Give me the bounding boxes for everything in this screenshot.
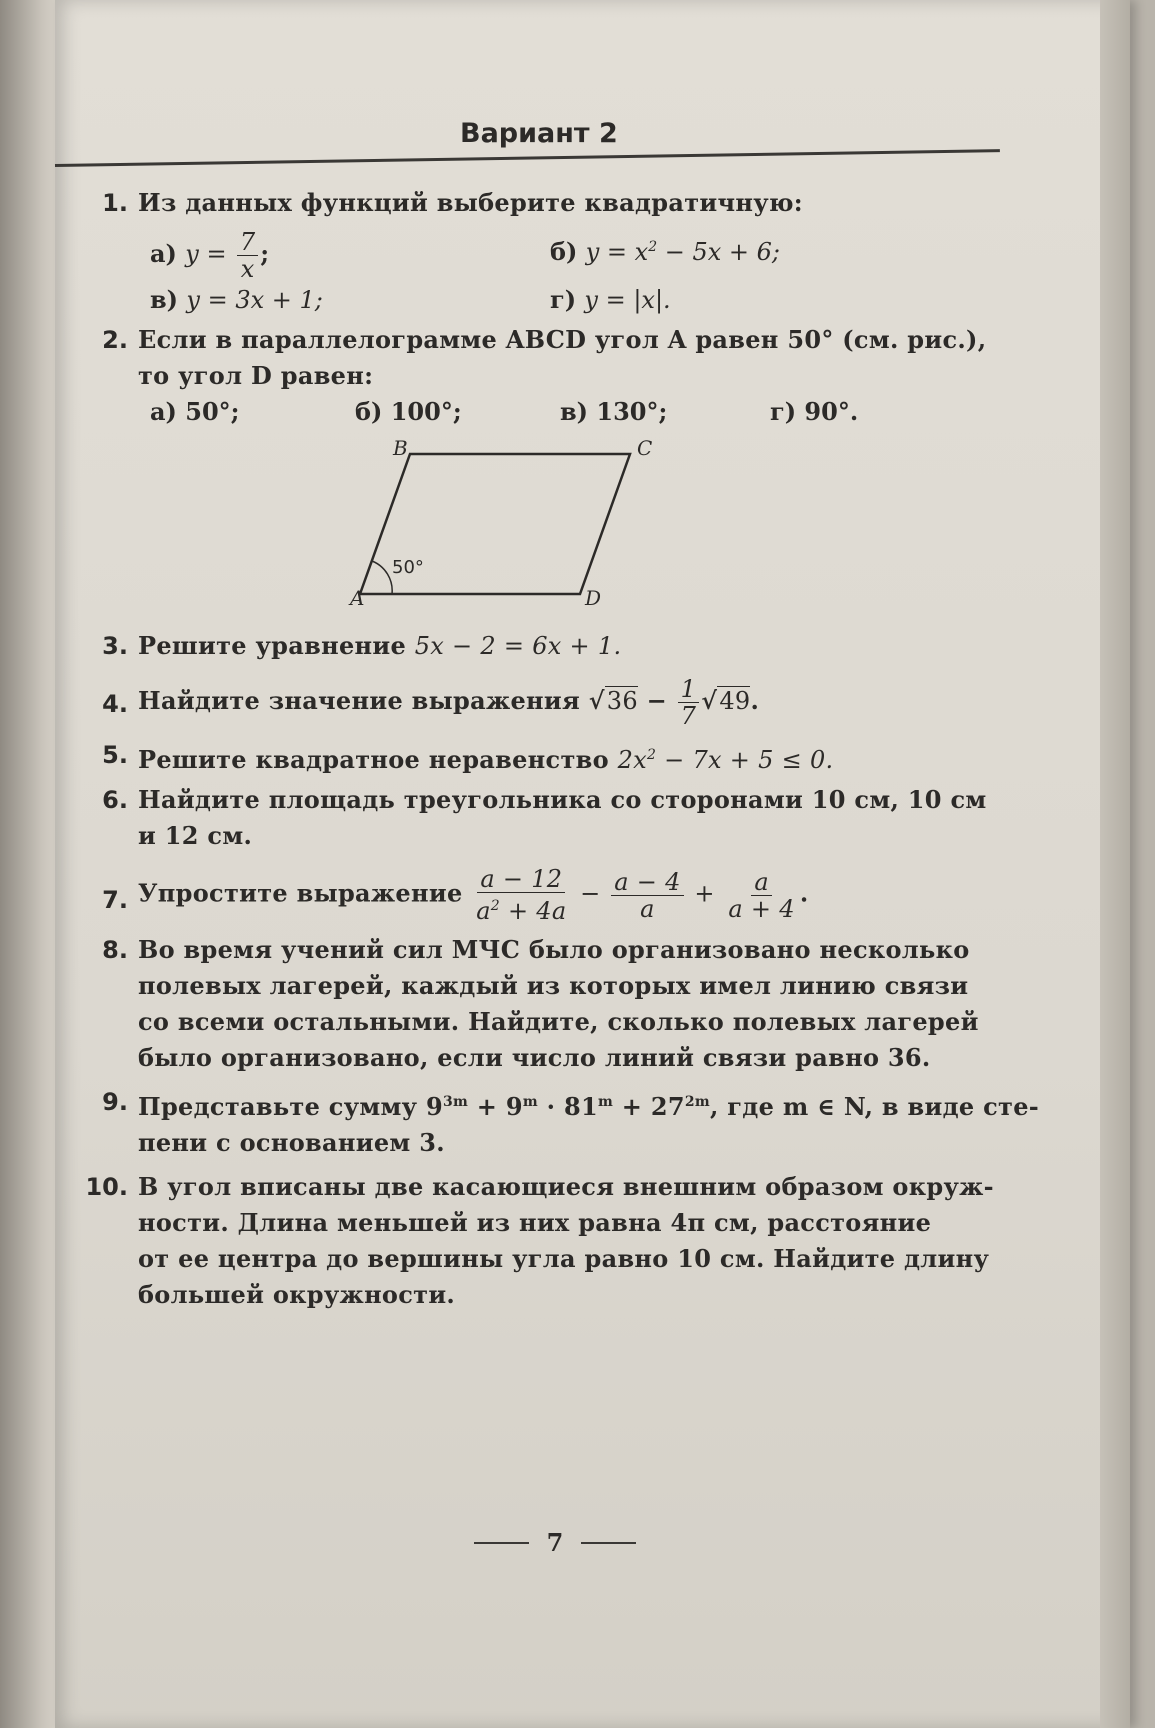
task-text: Из данных функций выберите квадратичную:: [138, 188, 803, 217]
option-label: б): [550, 237, 578, 266]
task-number: 8.: [102, 936, 128, 964]
variant-title: Вариант 2: [460, 118, 618, 149]
task-text-line: и 12 см.: [138, 821, 253, 850]
task-5: [102, 737, 1040, 778]
vertex-b-label: B: [393, 436, 408, 460]
numerator: 7: [237, 229, 258, 256]
option-b: б) 100°;: [355, 397, 462, 426]
text-part: Представьте сумму 9: [138, 1092, 443, 1121]
task-10: [85, 1169, 1040, 1313]
operator: −: [580, 879, 601, 908]
task-list: [85, 185, 1040, 1317]
fraction: [237, 229, 258, 282]
punct: ;: [260, 239, 270, 268]
option-label: в): [150, 285, 179, 314]
task-number: 5.: [102, 741, 128, 769]
text-part: · 81: [538, 1092, 598, 1121]
expr-part: + 4a: [500, 897, 567, 925]
sqrt-radicand: 49: [719, 687, 751, 715]
task-number: 10.: [85, 1173, 128, 1201]
option-a: [150, 229, 550, 282]
denominator: 7: [680, 702, 697, 730]
task-8: [102, 932, 1040, 1076]
option-b: [550, 229, 780, 282]
denominator: a: [640, 894, 655, 923]
expr-part: − 5x + 6;: [657, 238, 781, 266]
operator: +: [694, 879, 715, 908]
option-c: [150, 282, 550, 318]
task-text-line: [138, 737, 1040, 778]
angle-label: 50°: [392, 557, 424, 578]
task-text-line: Во время учений сил МЧС было организовано несколько: [138, 935, 970, 964]
option-d: [550, 282, 671, 318]
task-text-line: [138, 1084, 1040, 1125]
task-text: Решите уравнение: [138, 631, 407, 660]
text-part: + 9: [468, 1092, 523, 1121]
expr-part: y = x: [585, 238, 649, 266]
vertex-d-label: D: [585, 586, 602, 610]
task-7: [102, 865, 1040, 925]
task-4: [102, 675, 1040, 730]
expr-part: a: [476, 897, 491, 925]
task-text: Упростите выражение: [138, 878, 463, 908]
numerator: a − 4: [611, 869, 683, 896]
task-text: Решите квадратное неравенство: [138, 745, 609, 774]
task-text-line: было организовано, если число линий связи равно 36.: [138, 1043, 931, 1072]
task-text-line: полевых лагерей, каждый из которых имел линию связи: [138, 971, 969, 1000]
fraction-2: [611, 869, 683, 922]
text-part: , где m ∈ N, в виде сте-: [709, 1092, 1040, 1121]
task-text-line: Найдите площадь треугольника со сторонами 10 см, 10 см: [138, 785, 987, 814]
parallelogram-drawing: [330, 434, 690, 614]
exponent: 2: [646, 747, 657, 763]
footer-dash: [581, 1542, 636, 1544]
denominator: [473, 893, 569, 924]
task-6: [102, 782, 1040, 854]
punct: .: [799, 878, 809, 908]
option-c: в) 130°;: [560, 397, 668, 426]
task-number: 3.: [102, 632, 128, 660]
option-d: г) 90°.: [770, 397, 859, 426]
text-part: + 27: [613, 1092, 685, 1121]
task-number: 1.: [102, 189, 128, 217]
denominator: a + 4: [728, 894, 795, 923]
operator: −: [637, 686, 676, 715]
numerator: a: [751, 869, 772, 896]
task-1: [102, 185, 1040, 318]
vertex-c-label: C: [637, 436, 653, 460]
option-expr: [586, 238, 780, 266]
punct: .: [750, 686, 760, 715]
page-number: 7: [546, 1528, 564, 1557]
task-1-options-row-1: [150, 229, 1040, 282]
option-label: г): [550, 285, 577, 314]
task-text-line: [138, 866, 1040, 924]
task-text-line: пени с основанием 3.: [138, 1128, 445, 1157]
fraction: [678, 676, 700, 729]
task-text-line: то угол D равен:: [138, 361, 374, 390]
task-number: 2.: [102, 326, 128, 354]
exponent: 2: [648, 239, 658, 255]
task-9: [102, 1084, 1040, 1161]
parallelogram-figure: [110, 434, 1040, 624]
task-text-line: ности. Длина меньшей из них равна 4π см, расстояние: [138, 1208, 932, 1237]
option-expr: y =: [185, 240, 227, 268]
task-text-line: большей окружности.: [138, 1280, 456, 1309]
book-spine: [0, 0, 60, 1728]
fraction-3: [725, 869, 797, 922]
exponent: 2: [490, 898, 501, 914]
angle-arc: [372, 561, 392, 594]
expr-part: − 7x + 5 ≤ 0.: [656, 746, 834, 774]
equation: 5x − 2 = 6x + 1.: [414, 632, 622, 660]
sqrt-radicand: 36: [606, 687, 638, 715]
exponent: m: [522, 1094, 539, 1110]
task-2: [102, 322, 1040, 430]
task-1-options-row-2: [150, 282, 1040, 318]
fraction-1: [473, 866, 569, 924]
task-number: 4.: [102, 690, 128, 718]
exponent: m: [597, 1094, 614, 1110]
task-text-line: со всеми остальными. Найдите, сколько полевых лагерей: [138, 1007, 979, 1036]
page-footer: [445, 1528, 665, 1557]
option-expr: y = 3x + 1;: [186, 286, 323, 314]
task-text-line: Если в параллелограмме ABCD угол A равен 50° (см. рис.),: [138, 325, 987, 354]
denominator: x: [240, 255, 255, 283]
task-2-options: [150, 394, 1040, 430]
page-edge: [1100, 0, 1130, 1728]
task-number: 7.: [102, 886, 128, 914]
task-3: [102, 628, 1040, 664]
task-text-line: Найдите значение выражения √36 − $\frac{1}{7}$ √49.: [138, 675, 760, 730]
vertex-a-label: A: [350, 586, 365, 610]
task-text-line: [138, 628, 1040, 664]
task-text: Найдите значение выражения: [138, 686, 581, 715]
exponent: 3m: [443, 1094, 469, 1110]
expr-part: 2x: [617, 746, 647, 774]
option-label: а): [150, 239, 177, 268]
task-text-line: от ее центра до вершины угла равно 10 см. Найдите длину: [138, 1244, 990, 1273]
task-number: 6.: [102, 786, 128, 814]
numerator: a − 12: [477, 866, 565, 893]
task-text-line: В угол вписаны две касающиеся внешним образом окруж-: [138, 1172, 994, 1201]
option-a: а) 50°;: [150, 397, 240, 426]
option-expr: y = |x|.: [584, 286, 671, 314]
task-number: 9.: [102, 1088, 128, 1116]
footer-dash: [474, 1542, 529, 1544]
exponent: 2m: [684, 1094, 710, 1110]
numerator: 1: [678, 676, 700, 703]
inequality: [618, 746, 834, 774]
